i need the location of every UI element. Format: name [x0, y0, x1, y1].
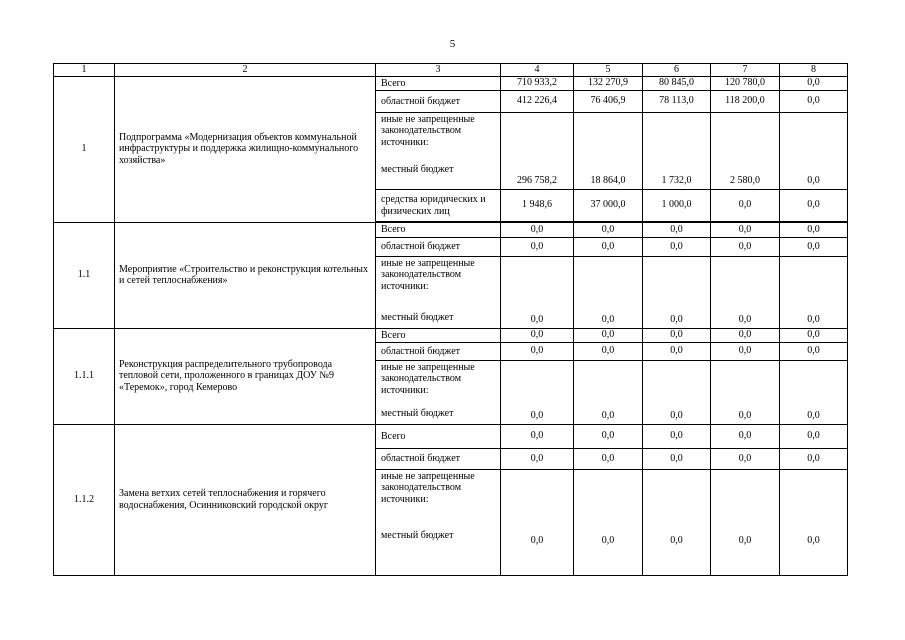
source-label: областной бюджет — [376, 90, 501, 112]
value-cell: 0,0 — [711, 328, 780, 342]
source-label-text: иные не запрещенные законодательством источники: — [381, 113, 475, 148]
value-cell: 0,0 — [574, 237, 643, 256]
column-header: 7 — [711, 64, 780, 77]
value-cell: 120 780,0 — [711, 76, 780, 90]
value-cell: 0,0 — [643, 448, 711, 469]
section-name: Замена ветхих сетей теплоснабжения и горячего водоснабжения, Осинниковский городской округ — [115, 424, 376, 575]
table-row — [54, 328, 848, 342]
source-label — [376, 256, 501, 328]
value-cell: 0,0 — [711, 222, 780, 237]
value-cell: 118 200,0 — [711, 90, 780, 112]
value-cell: 0,0 — [501, 256, 574, 328]
value-cell: 0,0 — [780, 90, 848, 112]
value-cell: 1 948,6 — [501, 189, 574, 221]
value-cell: 0,0 — [780, 448, 848, 469]
value-cell: 0,0 — [574, 256, 643, 328]
value-cell: 0,0 — [501, 222, 574, 237]
source-label — [376, 112, 501, 189]
value-cell: 0,0 — [711, 256, 780, 328]
section-name: Реконструкция распределительного трубопровода тепловой сети, проложенного в границах ДОУ №9 «Теремок», город Кемерово — [115, 328, 376, 424]
value-cell: 0,0 — [643, 360, 711, 424]
source-label-text: иные не запрещенные законодательством источники: — [381, 361, 475, 396]
source-label: Всего — [376, 424, 501, 448]
source-label: областной бюджет — [376, 237, 501, 256]
source-label-text: иные не запрещенные законодательством источники: — [381, 470, 475, 505]
source-label-text: местный бюджет — [381, 164, 454, 175]
value-cell: 0,0 — [501, 360, 574, 424]
section-code: 1.1.2 — [54, 424, 115, 575]
value-cell: 78 113,0 — [643, 90, 711, 112]
value-cell: 0,0 — [780, 424, 848, 448]
source-label-text: местный бюджет — [381, 408, 454, 419]
value-cell: 0,0 — [501, 448, 574, 469]
value-cell: 1 000,0 — [643, 189, 711, 221]
value-cell: 0,0 — [574, 222, 643, 237]
column-header: 5 — [574, 64, 643, 77]
value-cell: 0,0 — [643, 256, 711, 328]
value-cell: 0,0 — [574, 424, 643, 448]
column-header: 1 — [54, 64, 115, 77]
value-cell: 0,0 — [643, 342, 711, 360]
source-label-text: местный бюджет — [381, 312, 454, 323]
column-header: 8 — [780, 64, 848, 77]
section-code: 1.1 — [54, 222, 115, 328]
value-cell: 0,0 — [780, 469, 848, 575]
value-cell: 80 845,0 — [643, 76, 711, 90]
value-cell: 0,0 — [711, 360, 780, 424]
section-code: 1 — [54, 76, 115, 222]
value-cell: 0,0 — [643, 424, 711, 448]
value-cell: 0,0 — [711, 342, 780, 360]
value-cell: 76 406,9 — [574, 90, 643, 112]
value-cell: 0,0 — [711, 189, 780, 221]
column-header: 4 — [501, 64, 574, 77]
value-cell: 710 933,2 — [501, 76, 574, 90]
value-cell: 0,0 — [574, 342, 643, 360]
value-cell: 0,0 — [501, 469, 574, 575]
source-label — [376, 360, 501, 424]
value-cell: 18 864,0 — [574, 112, 643, 189]
value-cell: 0,0 — [574, 360, 643, 424]
value-cell: 0,0 — [780, 342, 848, 360]
column-header: 2 — [115, 64, 376, 77]
value-cell: 0,0 — [501, 328, 574, 342]
source-label: средства юридических и физических лиц — [376, 189, 501, 221]
source-label: Всего — [376, 76, 501, 90]
source-label: областной бюджет — [376, 342, 501, 360]
value-cell: 132 270,9 — [574, 76, 643, 90]
value-cell: 0,0 — [574, 469, 643, 575]
value-cell: 0,0 — [780, 328, 848, 342]
value-cell: 0,0 — [501, 342, 574, 360]
value-cell: 0,0 — [780, 237, 848, 256]
source-label: Всего — [376, 222, 501, 237]
source-label — [376, 469, 501, 575]
budget-table — [53, 63, 848, 576]
value-cell: 0,0 — [501, 237, 574, 256]
table-row — [54, 424, 848, 448]
value-cell: 0,0 — [780, 256, 848, 328]
section-name: Мероприятие «Строительство и реконструкция котельных и сетей теплоснабжения» — [115, 222, 376, 328]
column-header: 3 — [376, 64, 501, 77]
value-cell: 0,0 — [643, 237, 711, 256]
table-row — [54, 76, 848, 90]
value-cell: 2 580,0 — [711, 112, 780, 189]
value-cell: 0,0 — [574, 328, 643, 342]
value-cell: 1 732,0 — [643, 112, 711, 189]
value-cell: 0,0 — [574, 448, 643, 469]
source-label: областной бюджет — [376, 448, 501, 469]
value-cell: 0,0 — [711, 448, 780, 469]
value-cell: 0,0 — [780, 189, 848, 221]
column-header: 6 — [643, 64, 711, 77]
value-cell: 412 226,4 — [501, 90, 574, 112]
value-cell: 0,0 — [780, 222, 848, 237]
value-cell: 0,0 — [780, 76, 848, 90]
value-cell: 37 000,0 — [574, 189, 643, 221]
source-label-text: местный бюджет — [381, 530, 454, 541]
value-cell: 0,0 — [643, 469, 711, 575]
value-cell: 0,0 — [780, 112, 848, 189]
value-cell: 0,0 — [711, 237, 780, 256]
value-cell: 296 758,2 — [501, 112, 574, 189]
value-cell: 0,0 — [643, 222, 711, 237]
value-cell: 0,0 — [501, 424, 574, 448]
value-cell: 0,0 — [780, 360, 848, 424]
value-cell: 0,0 — [711, 469, 780, 575]
source-label-text: иные не запрещенные законодательством источники: — [381, 257, 475, 292]
page-number: 5 — [449, 38, 456, 50]
value-cell: 0,0 — [711, 424, 780, 448]
table-row — [54, 222, 848, 237]
section-name: Подпрограмма «Модернизация объектов коммунальной инфраструктуры и поддержка жилищно-коммунального хозяйства» — [115, 76, 376, 222]
section-code: 1.1.1 — [54, 328, 115, 424]
value-cell: 0,0 — [643, 328, 711, 342]
header-row — [54, 64, 848, 77]
source-label: Всего — [376, 328, 501, 342]
